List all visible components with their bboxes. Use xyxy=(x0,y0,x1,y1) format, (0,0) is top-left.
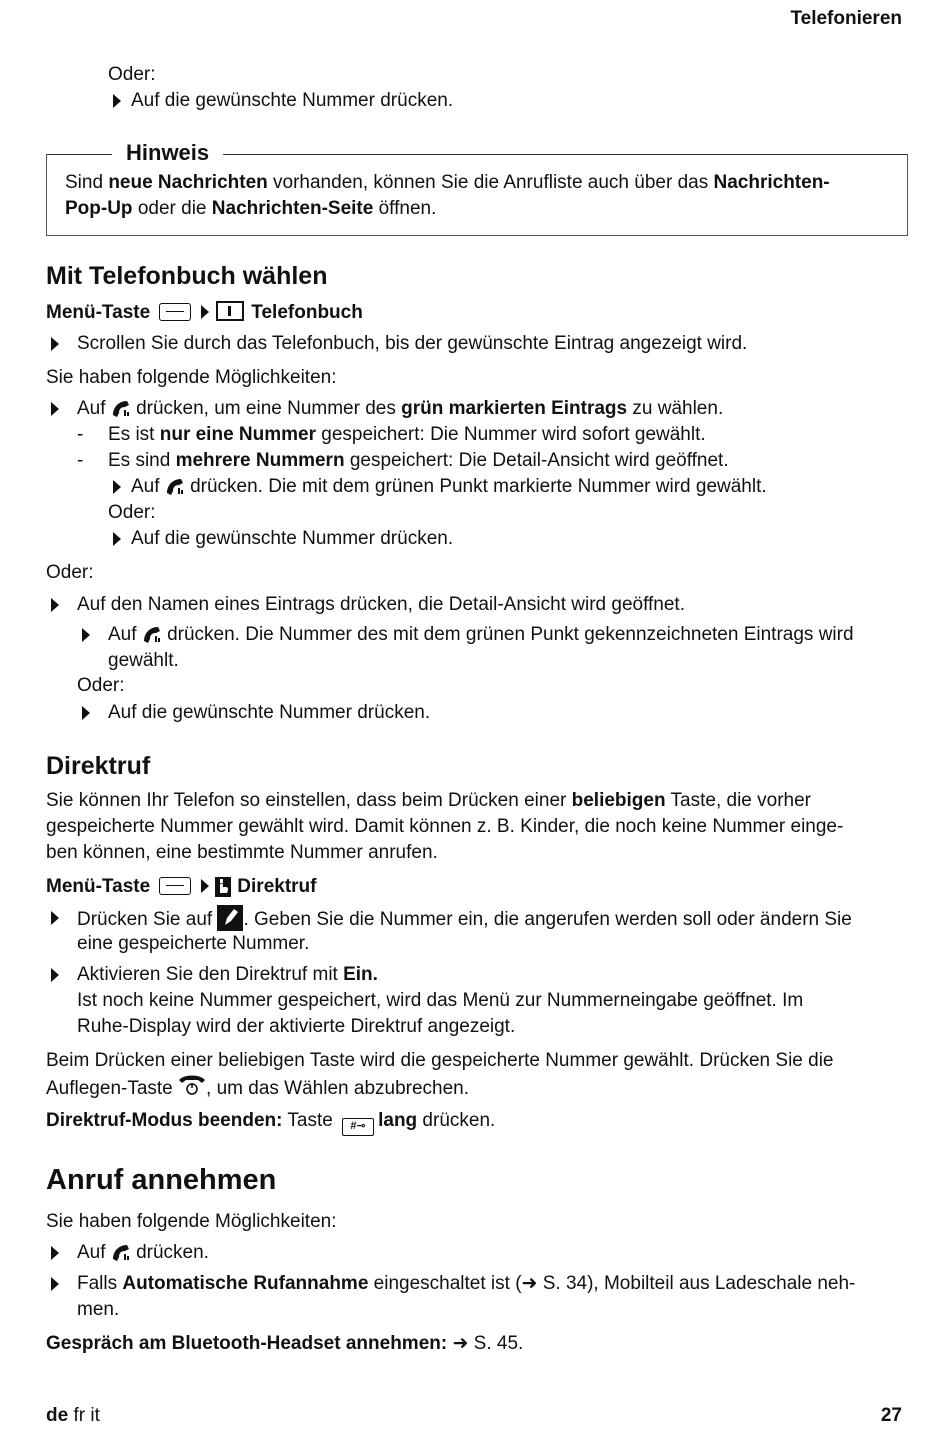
continuation-text: gewählt. xyxy=(108,650,179,671)
arrow-right-icon xyxy=(51,337,59,351)
paragraph-line: Auflegen-Taste , um das Wählen abzubrechen. xyxy=(46,1074,469,1102)
arrow-right-icon xyxy=(82,628,90,642)
arrow-right-icon xyxy=(51,1246,59,1260)
arrow-right-icon xyxy=(51,598,59,612)
call-handset-icon xyxy=(142,625,162,645)
direct-call-hand-icon xyxy=(214,876,232,898)
hint-text-line-2: Pop-Up oder die Nachrichten-Seite öffnen. xyxy=(65,198,437,219)
call-handset-icon xyxy=(111,1243,131,1263)
paragraph-line: Sie können Ihr Telefon so einstellen, dass beim Drücken einer beliebigen Taste, die vorher xyxy=(46,790,811,811)
dash-item: - Es ist nur eine Nummer gespeichert: Die Nummer wird sofort gewählt. xyxy=(77,424,706,445)
section-title-anruf: Anruf annehmen xyxy=(46,1164,277,1196)
edit-pencil-icon xyxy=(217,905,243,931)
dash-item: - Es sind mehrere Nummern gespeichert: Die Detail-Ansicht wird geöffnet. xyxy=(77,450,729,471)
continuation-text: eine gespeicherte Nummer. xyxy=(77,933,310,954)
continuation-text: men. xyxy=(77,1299,120,1320)
paragraph-line: gespeicherte Nummer gewählt wird. Damit können z. B. Kinder, die noch keine Nummer einge- xyxy=(46,816,844,837)
menu-key-icon xyxy=(159,303,191,321)
hint-text-line-1: Sind neue Nachrichten vorhanden, können Sie die Anrufliste auch über das Nachrichten- xyxy=(65,172,830,193)
hang-up-key-icon xyxy=(178,1074,206,1096)
hash-key-icon: #⊸ xyxy=(342,1118,374,1136)
menu-path-direktruf: Menü-Taste Direktruf xyxy=(46,876,317,897)
arrow-right-icon xyxy=(82,706,90,720)
reference-arrow-icon: ➜ xyxy=(452,1333,469,1354)
arrow-right-icon xyxy=(201,879,209,893)
paragraph-line: ben können, eine bestimmte Nummer anrufen. xyxy=(46,842,438,863)
oder-label: Oder: xyxy=(77,675,125,696)
phonebook-icon xyxy=(216,301,244,321)
end-direktruf-instruction: Direktruf-Modus beenden: Taste #⊸ lang drücken. xyxy=(46,1108,495,1136)
arrow-right-icon xyxy=(113,532,121,546)
call-handset-icon xyxy=(165,477,185,497)
reference-arrow-icon: ➜ xyxy=(521,1273,538,1294)
menu-path-telefonbuch: Menü-Taste Telefonbuch xyxy=(46,302,363,323)
oder-label: Oder: xyxy=(108,502,156,523)
paragraph-line: Beim Drücken einer beliebigen Taste wird die gespeicherte Nummer gewählt. Drücken Sie die xyxy=(46,1050,834,1071)
arrow-right-icon xyxy=(51,1277,59,1291)
section-title-direktruf: Direktruf xyxy=(46,752,151,780)
options-text: Sie haben folgende Möglichkeiten: xyxy=(46,1211,337,1232)
section-header: Telefonieren xyxy=(790,8,902,29)
oder-label: Oder: xyxy=(108,64,156,85)
arrow-right-icon xyxy=(113,94,121,108)
hint-title: Hinweis xyxy=(112,139,223,167)
bluetooth-reference: Gespräch am Bluetooth-Headset annehmen: ➜ S. 45. xyxy=(46,1333,524,1354)
page-number: 27 xyxy=(880,1405,902,1426)
arrow-right-icon xyxy=(51,911,59,925)
section-title-telefonbuch: Mit Telefonbuch wählen xyxy=(46,262,328,290)
continuation-text: Ruhe-Display wird der aktivierte Direktruf angezeigt. xyxy=(77,1016,516,1037)
arrow-right-icon xyxy=(51,402,59,416)
continuation-text: Ist noch keine Nummer gespeichert, wird das Menü zur Nummerneingabe geöffnet. Im xyxy=(77,990,804,1011)
arrow-right-icon xyxy=(201,305,209,319)
menu-key-icon xyxy=(159,877,191,895)
options-text: Sie haben folgende Möglichkeiten: xyxy=(46,367,337,388)
manual-page: Telefonieren Oder: Auf die gewünschte Nummer drücken. Hinweis Sind neue Nachrichten vorhanden, können Sie die Anrufliste auch über das Nachrichten- Pop-Up oder die Nachrichten-Seite öffnen. Mit Telefonbuch wählen Menü-Taste Telefonbuch Scrollen Sie durch das Telefonbuch, bis der gewünschte Eintrag angezeigt wird. Sie haben folgende Möglichkeiten: Auf drücken, um eine Nummer des grün markierten Eintrags zu wählen. - Es ist nur eine Nummer gespeichert: Die Nummer wird sofort gewählt. - Es sind mehrere Nummern gespeichert: Die Detail-Ansicht wird geöffnet. Auf drücken. Die mit dem grünen Punkt markierte Nummer wird gewählt. Oder: Auf die gewünschte Nummer drücken. Oder: Auf den Namen eines Eintrags drücken, die Detail-Ansicht wird geöffnet. Auf drücken. Die Nummer des mit dem grünen Punkt gekennzeichneten Eintrags wird gewählt. Oder: Auf die gewünschte Nummer drücken. Direktruf Sie können Ihr Telefon so einstellen, dass beim Drücken einer beliebigen Taste, die vorher gespeicherte Nummer gewählt wird. Damit können z. B. Kinder, die noch keine Nummer einge- ben können, eine bestimmte Nummer anrufen. Menü-Taste Direktruf Drücken Sie auf . Geben Sie die Nummer ein, die angerufen werden soll oder ändern Sie eine gespeicherte Nummer. Aktivieren Sie den Direktruf mit Ein. Ist noch keine Nummer gespeichert, wird das Menü zur Nummerneingabe geöffnet. Im Ruhe-Display wird der aktivierte Direktruf angezeigt. Beim Drücken einer beliebigen Taste wird die gespeicherte Nummer gewählt. Drücken Sie die Auflegen-Taste , um das Wählen abzubrechen. Direktruf-Modus beenden: Taste #⊸ lang drücken. Anruf annehmen Sie haben folgende Möglichkeiten: Auf drücken. Falls Automatische Rufannahme eingeschaltet ist (➜ S. 34), Mobilteil aus Ladeschale neh- men. Gespräch am Bluetooth-Headset annehmen: ➜ S. 45. de fr it 27 xyxy=(0,0,950,1443)
call-handset-icon xyxy=(111,399,131,419)
arrow-right-icon xyxy=(51,968,59,982)
language-selector: de fr it xyxy=(46,1405,100,1426)
arrow-right-icon xyxy=(113,480,121,494)
oder-label: Oder: xyxy=(46,562,94,583)
